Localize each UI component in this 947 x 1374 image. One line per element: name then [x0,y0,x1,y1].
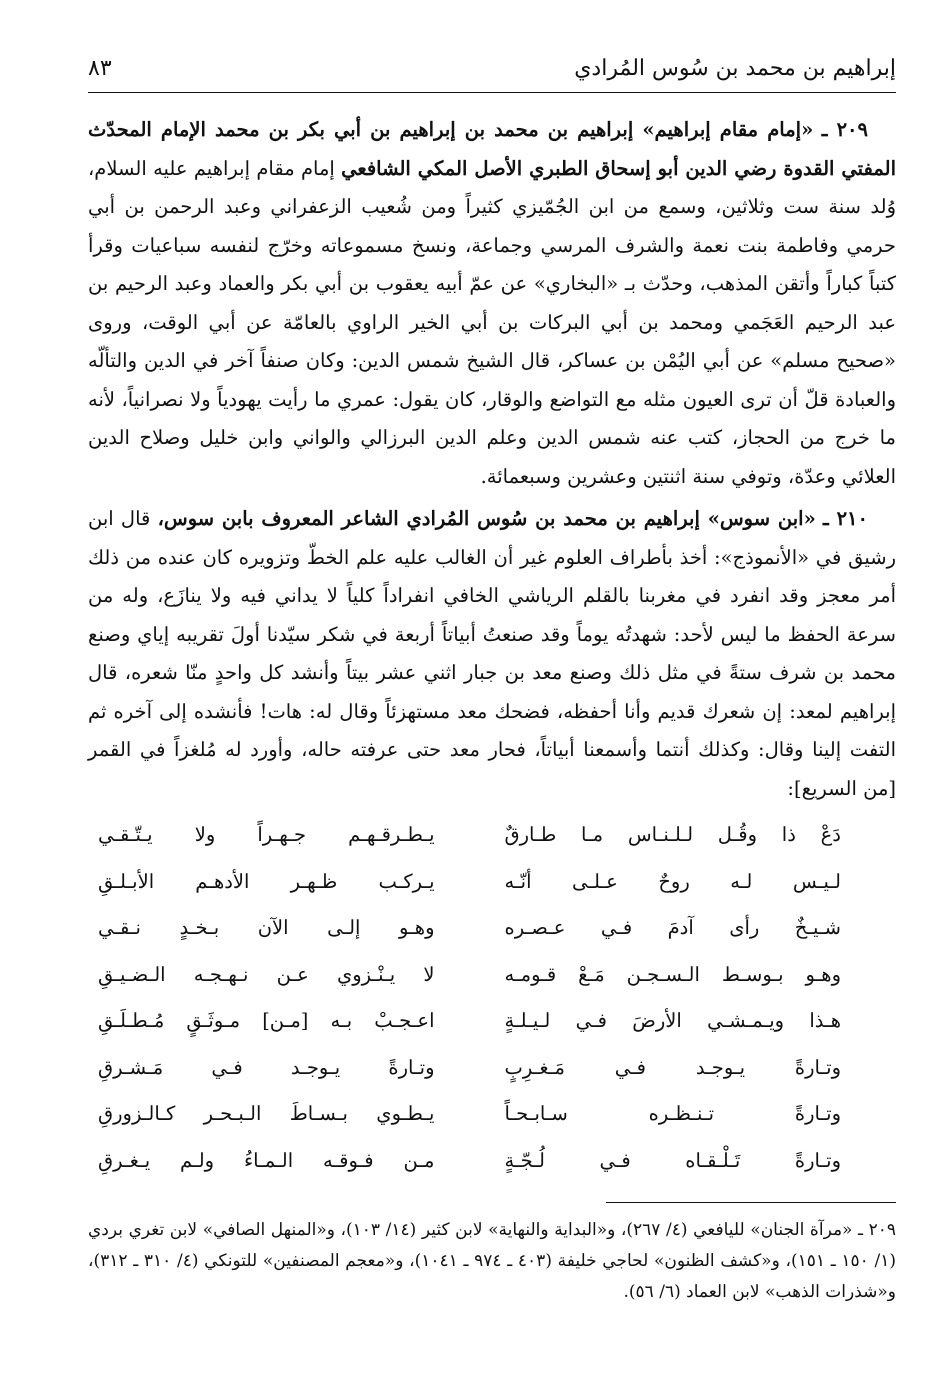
body-text [88,111,896,1184]
footnotes [88,1215,896,1308]
poem-verse-6-second: وتـارةً يـوجـد فـي مَـشـرقِ [98,1055,435,1079]
poem-verse-2-first: لـيـس لـه روحٌ عـلـى أنّـه [504,869,841,893]
poem-verse-2-second: يـركـب ظـهـر الأدهـم الأبـلـقِ [98,869,435,893]
poem-verse-3-first: شـيـخٌ رأى آدمَ فـي عـصـره [504,916,841,939]
running-header [88,52,896,93]
footnote-text: «مرآة الجنان» لليافعي (٤/ ٢٦٧)، و«البداية والنهاية» لابن كثير (١٤/ ١٠٣)، و«المنهل الصافي» لابن تغري بردي (١/ ١٥٠ ـ ١٥١)، و«كشف الظنون» لحاجي خليفة (٤٠٣ ـ ٩٧٤ ـ ١٠٤١)، و«معجم المصنفين» للتونكي (٤/ ٣١٠ ـ ٣١٢)، و«شذرات الذهب» لابن العماد (٦/ ٥٦). [88,1220,896,1302]
poem-verse-6-first: وتـارةً يـوجـد فـي مَـغـرِبٍ [504,1055,841,1079]
poem-verse-8-first: وتـارةً تَـلْـقـاه فـي لُـجّـةٍ [504,1148,841,1172]
entry-text: قال ابن رشيق في «الأنموذج»: أخذ بأطراف العلوم غير أن الغالب عليه علم الخطّ وتزويره كان عنده من ذلك أمر معجز وقد انفرد في مغربنا بالقلم الرياشي الخافي انفراداً كلياً لا يداني فيه ولا ينازَع، وله من سرعة الحفظ ما ليس لأحد: شهدتُه يوماً وقد صنعتُ أبياتاً أربعة في شكر سيّدنا أولَ تقريبه إياي وصنع محمد بن شرف ستةً في مثل ذلك وصنع معد بن جبار اثني عشر بيتاً وأنشد كل واحدٍ منّا شعره، قال إبراهيم لمعد: إن شعرك قديم وأنا أحفظه، فضحك معد مستهزئاً وقال له: هات! فأنشده إلى آخره ثم التفت إلينا وقال: وكذلك أنتما وأسمعنا أبياتاً، فحار معد حتى عرفته حاله، وأورد له مُلغزاً في القمر [من السريع]: [88,507,896,800]
entry-number: ٢١٠ ـ [823,507,868,530]
entry-209 [88,111,896,496]
poem-verse-1-second: يـطـرقـهـم جـهـراً ولا يـتّـقـي [98,823,435,846]
poem-verse-1-first: دَعْ ذا وقُـل لـلـنـاس مـا طـارقٌ [504,823,841,846]
entry-text: إمام مقام إبراهيم عليه السلام، وُلد سنة ست وثلاثين، وسمع من ابن الجُمّيزي كثيراً ومن شُعيب الزعفراني وعبد الرحمن بن أبي حرمي وفاطمة بنت نعمة والشرف المرسي وجماعة، ونسخ مسموعاته وخرّج لنفسه سباعيات وقرأ كتباً كباراً وأتقن المذهب، وحدّث بـ «البخاري» عن عمّ أبيه يعقوب بن أبي بكر والعماد وعبد الرحيم بن عبد الرحيم العَجَمي ومحمد بن أبي البركات بن أبي الخير الراوي بالعامّة عن أبي الوقت، وروى «صحيح مسلم» عن أبي اليُمْن بن عساكر، قال الشيخ شمس الدين: وكان صنفاً آخر في الدين والتألّه والعبادة قلّ أن ترى العيون مثله مع التواضع والوقار، كان يقول: عمري ما رأيت يهودياً ولا نصرانياً، لأنه ما خرج من الحجاز، كتب عنه شمس الدين وعلم الدين البرزالي والواني وابن خليل وصلاح الدين العلائي وعدّة، وتوفي سنة اثنتين وعشرين وسبعمائة. [88,156,896,488]
footnote-number: ٢٠٩ ـ [858,1220,896,1240]
page-number: ٨٣ [88,56,112,81]
poem-verse-5-second: اعـجـبْ بـه [مـن] مـوثَـقٍ مُـطـلَـقِ [98,1009,435,1032]
entry-number: ٢٠٩ ـ [821,118,868,141]
poem-verse-8-second: مـن فـوقـه الـمـاءُ ولـم يـغـرقِ [98,1148,435,1172]
poem-verse-5-first: هـذا ويـمـشـي الأرضَ فـي لـيـلـةٍ [504,1009,841,1032]
footnote-divider [606,1202,896,1203]
poem-verse-7-second: يـطـوي بـسـاطَ الـبـحـر كـالـزورقِ [98,1102,435,1125]
book-page [88,52,896,1352]
header-title: إبراهيم بن محمد بن سُوس المُرادي [574,56,896,81]
entry-heading: «إمام مقام إبراهيم» إبراهيم بن محمد بن إبراهيم بن أبي بكر بن محمد الإمام المحدّث المفتي القدوة رضي الدين أبو إسحاق الطبري الأصل المكي الشافعي [88,118,896,180]
entry-210 [88,500,896,808]
poem-verse-7-first: وتـارةً تـنـظـره سـابـحـاً [504,1102,841,1125]
poem-verse-4-first: وهـو بـوسـط الـسـجـن مَـعْ قـومـه [504,962,841,986]
poem [98,812,841,1184]
poem-verse-3-second: وهـو إلـى الآن بـخـدٍ نـقـي [98,916,435,939]
entry-heading: «ابن سوس» إبراهيم بن محمد بن سُوس المُرادي الشاعر المعروف بابن سوس، [157,507,816,530]
poem-verse-4-second: لا يـنْـزوي عـن نـهـجـه الـضـيـقِ [98,962,435,986]
